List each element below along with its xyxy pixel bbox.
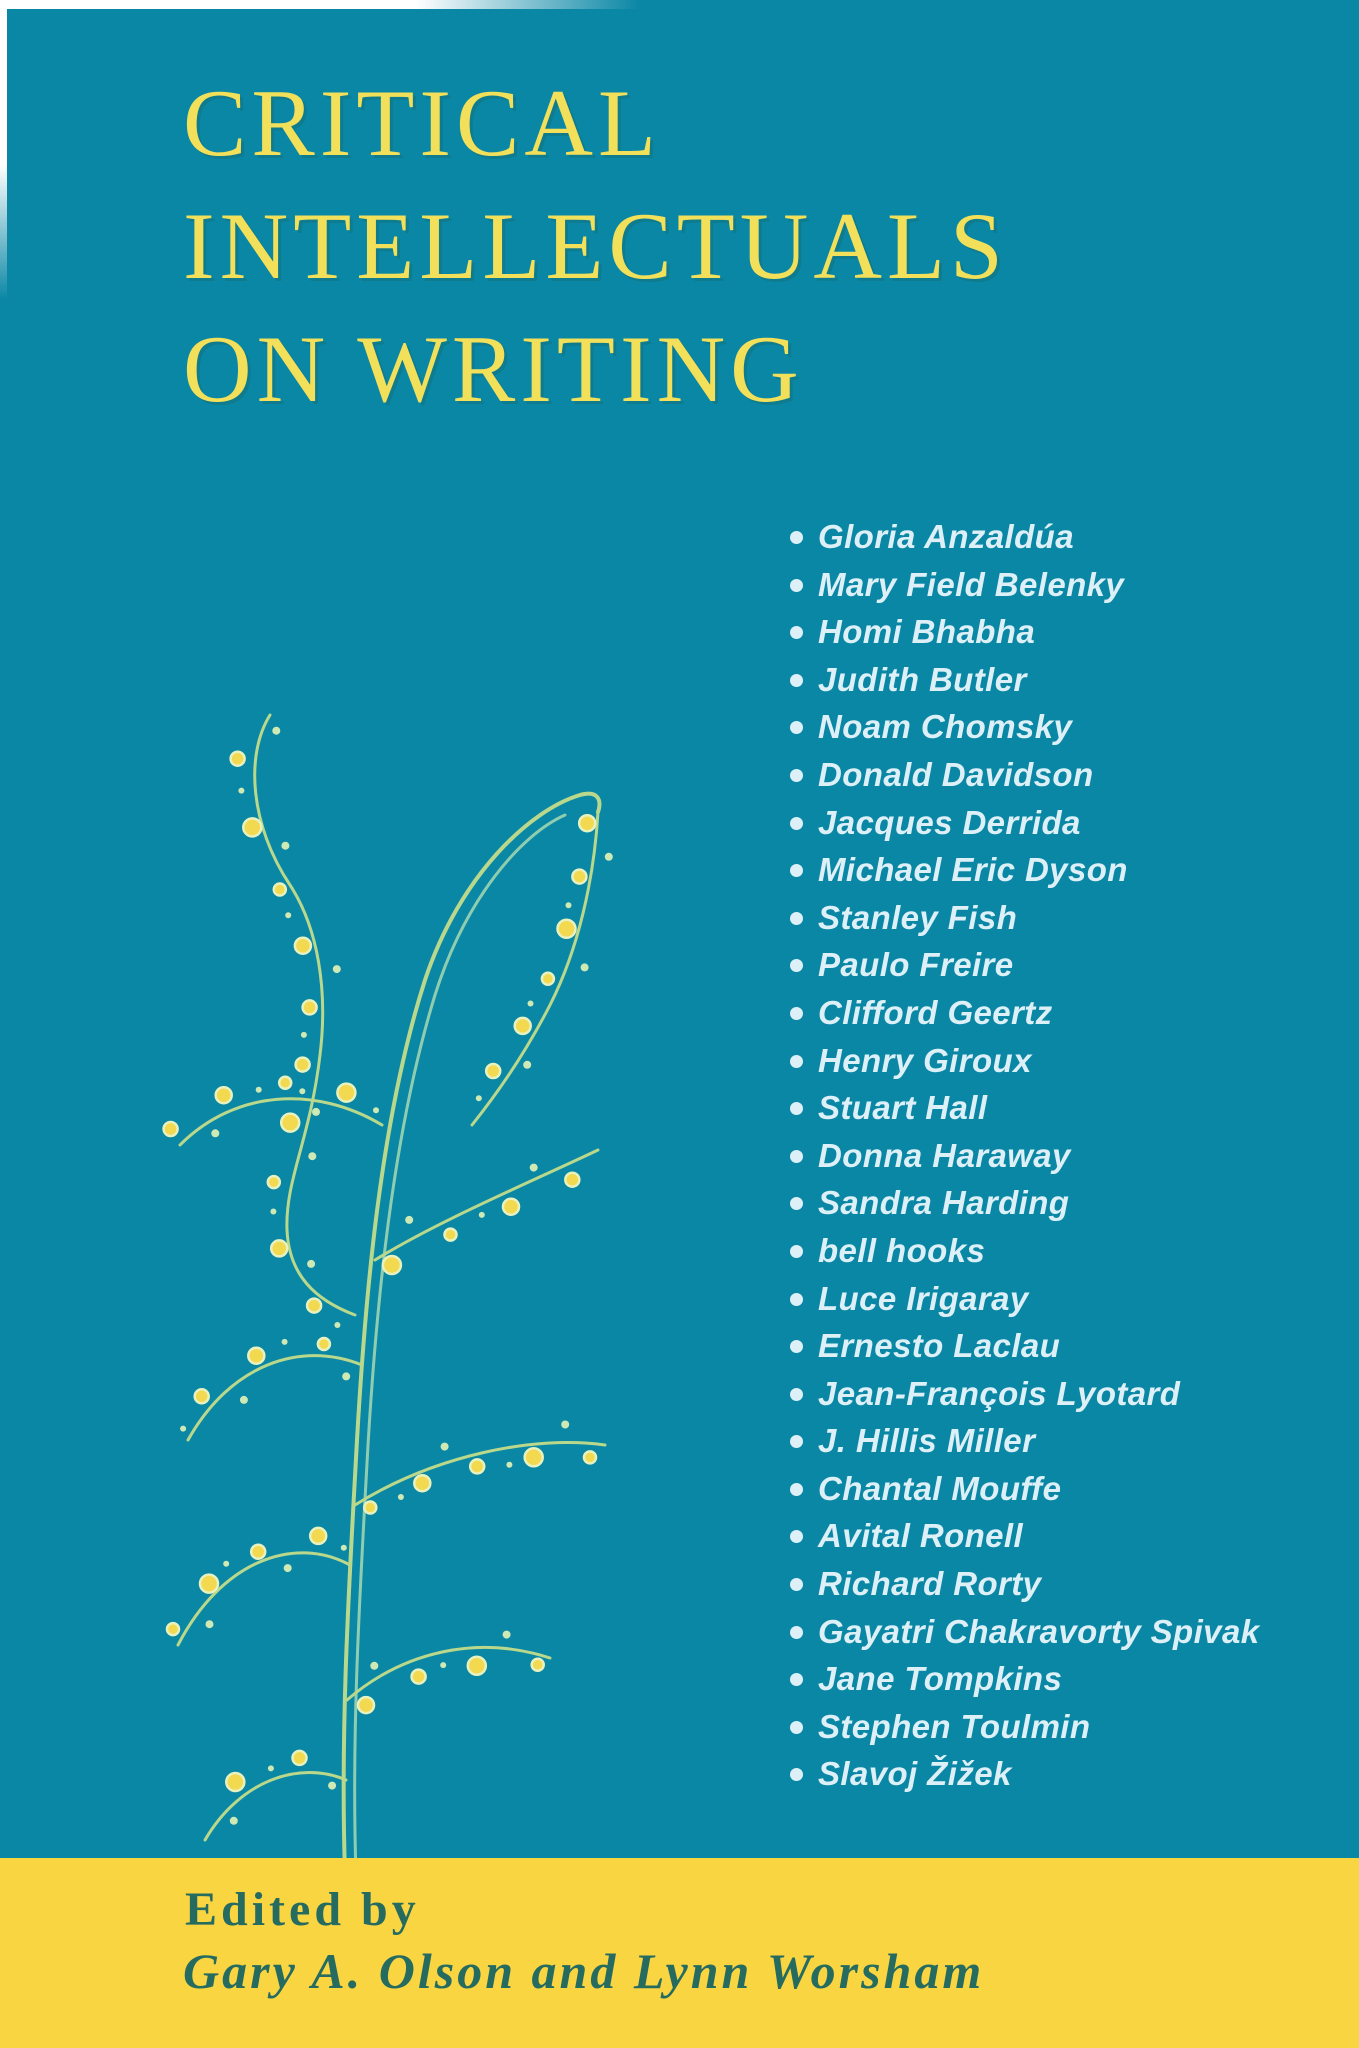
berry-dot bbox=[256, 1087, 262, 1093]
berry-dot bbox=[358, 1697, 374, 1713]
bullet-icon bbox=[790, 1578, 803, 1591]
contributor-name: Jane Tompkins bbox=[818, 1660, 1063, 1698]
berry-dot bbox=[530, 1164, 538, 1172]
berry-dot bbox=[307, 1299, 321, 1313]
contributor-name: J. Hillis Miller bbox=[818, 1422, 1036, 1460]
berry-dot bbox=[364, 1502, 376, 1514]
contributor-name: Jean-François Lyotard bbox=[818, 1374, 1181, 1412]
berry-dot bbox=[579, 815, 595, 831]
bullet-icon bbox=[790, 769, 803, 782]
berry-dot bbox=[282, 1339, 288, 1345]
list-item bbox=[790, 894, 1259, 942]
berry-dot bbox=[296, 1058, 310, 1072]
title-line-1: CRITICAL bbox=[183, 70, 662, 176]
bullet-icon bbox=[790, 1768, 803, 1781]
berry-dot bbox=[468, 1657, 486, 1675]
list-item bbox=[790, 846, 1259, 894]
berry-dot bbox=[503, 1199, 519, 1215]
berry-dot bbox=[405, 1216, 413, 1224]
bullet-icon bbox=[790, 721, 803, 734]
berry-dot bbox=[584, 1451, 596, 1463]
bullet-icon bbox=[790, 1293, 803, 1306]
berry-dot bbox=[312, 1108, 320, 1116]
list-item bbox=[790, 1512, 1259, 1560]
berry-dot bbox=[503, 1631, 511, 1639]
berry-dot bbox=[195, 1389, 209, 1403]
berry-dot bbox=[558, 920, 576, 938]
list-item bbox=[790, 1037, 1259, 1085]
berry-dot bbox=[328, 1782, 336, 1790]
list-item bbox=[790, 656, 1259, 704]
contributor-name: Luce Irigaray bbox=[818, 1279, 1029, 1317]
berry-dot bbox=[200, 1575, 218, 1593]
berry-dot bbox=[167, 1623, 179, 1635]
berry-dot bbox=[373, 1107, 379, 1113]
contributor-name: Michael Eric Dyson bbox=[818, 851, 1128, 889]
berry-dot bbox=[284, 1564, 292, 1572]
list-item bbox=[790, 561, 1259, 609]
title-line-2: INTELLECTUALS bbox=[183, 193, 1008, 299]
editors-names: Gary A. Olson and Lynn Worsham bbox=[183, 1943, 985, 1999]
contributor-name: Stanley Fish bbox=[818, 898, 1018, 936]
list-item bbox=[790, 989, 1259, 1037]
berry-dot bbox=[605, 853, 613, 861]
berry-dot bbox=[566, 902, 572, 908]
bullet-icon bbox=[790, 817, 803, 830]
contributor-name: Avital Ronell bbox=[818, 1517, 1024, 1555]
berry-dot bbox=[383, 1256, 401, 1274]
berry-dot bbox=[240, 1396, 248, 1404]
list-item bbox=[790, 1227, 1259, 1275]
list-item bbox=[790, 1417, 1259, 1465]
bullet-icon bbox=[790, 864, 803, 877]
berry-dot bbox=[523, 1061, 531, 1069]
bullet-icon bbox=[790, 1388, 803, 1401]
berry-dot bbox=[445, 1229, 457, 1241]
berry-dot bbox=[479, 1212, 485, 1218]
contributor-name: Gayatri Chakravorty Spivak bbox=[818, 1612, 1260, 1650]
list-item bbox=[790, 1608, 1259, 1656]
berry-dot bbox=[230, 1817, 238, 1825]
plant-illustration bbox=[150, 700, 670, 1875]
berry-dot bbox=[274, 884, 286, 896]
berry-dot bbox=[206, 1620, 214, 1628]
list-item bbox=[790, 1322, 1259, 1370]
list-item bbox=[790, 703, 1259, 751]
bullet-icon bbox=[790, 1150, 803, 1163]
bullet-icon bbox=[790, 1007, 803, 1020]
bullet-icon bbox=[790, 912, 803, 925]
contributor-name: Jacques Derrida bbox=[818, 803, 1081, 841]
bullet-icon bbox=[790, 626, 803, 639]
bullet-icon bbox=[790, 1673, 803, 1686]
berry-dot bbox=[301, 1032, 307, 1038]
list-item bbox=[790, 1703, 1259, 1751]
list-item bbox=[790, 1132, 1259, 1180]
berry-dot bbox=[271, 1240, 287, 1256]
bullet-icon bbox=[790, 1245, 803, 1258]
berry-dot bbox=[226, 1773, 244, 1791]
berry-dot bbox=[440, 1662, 446, 1668]
berry-dot bbox=[281, 1114, 299, 1132]
berry-dot bbox=[414, 1475, 430, 1491]
berry-dot bbox=[333, 965, 341, 973]
bullet-icon bbox=[790, 1435, 803, 1448]
contributor-name: Judith Butler bbox=[818, 660, 1027, 698]
berry-dot bbox=[308, 1152, 316, 1160]
list-item bbox=[790, 1370, 1259, 1418]
list-item bbox=[790, 1655, 1259, 1703]
bullet-icon bbox=[790, 1483, 803, 1496]
contributor-name: Richard Rorty bbox=[818, 1565, 1042, 1603]
list-item bbox=[790, 608, 1259, 656]
berry-dot bbox=[270, 1209, 276, 1215]
bullet-icon bbox=[790, 531, 803, 544]
berry-dot bbox=[398, 1494, 404, 1500]
berry-dot bbox=[318, 1338, 330, 1350]
berry-dot bbox=[268, 1176, 280, 1188]
berry-dot bbox=[565, 1173, 579, 1187]
contributor-name: Sandra Harding bbox=[818, 1184, 1070, 1222]
contributor-name: Donald Davidson bbox=[818, 755, 1094, 793]
contributor-name: Slavoj Žižek bbox=[818, 1755, 1012, 1793]
list-item bbox=[790, 1560, 1259, 1608]
berry-dot bbox=[272, 727, 280, 735]
berry-dot bbox=[370, 1662, 378, 1670]
berry-dot bbox=[412, 1670, 426, 1684]
berry-dot bbox=[223, 1561, 229, 1567]
berry-dot bbox=[303, 1000, 317, 1014]
berry-dot bbox=[441, 1443, 449, 1451]
berry-dot bbox=[525, 1448, 543, 1466]
berry-dot bbox=[307, 1260, 315, 1268]
list-item bbox=[790, 941, 1259, 989]
contributor-name: Donna Haraway bbox=[818, 1136, 1071, 1174]
berry-dot bbox=[506, 1462, 512, 1468]
berry-dot bbox=[248, 1348, 264, 1364]
bullet-icon bbox=[790, 959, 803, 972]
berry-dot bbox=[337, 1084, 355, 1102]
bullet-icon bbox=[790, 1530, 803, 1543]
bullet-icon bbox=[790, 1102, 803, 1115]
book-title bbox=[183, 62, 1008, 431]
bullet-icon bbox=[790, 1626, 803, 1639]
berry-dot bbox=[476, 1095, 482, 1101]
berry-dot bbox=[279, 1077, 291, 1089]
bullet-icon bbox=[790, 1055, 803, 1068]
list-item bbox=[790, 1084, 1259, 1132]
list-item bbox=[790, 799, 1259, 847]
berry-dot bbox=[334, 1322, 340, 1328]
title-line-3: ON WRITING bbox=[183, 316, 804, 422]
berry-dot bbox=[542, 973, 554, 985]
berry-dot bbox=[528, 1001, 534, 1007]
contributor-name: Mary Field Belenky bbox=[818, 565, 1125, 603]
contributor-name: Paulo Freire bbox=[818, 946, 1014, 984]
berry-dot bbox=[285, 912, 291, 918]
contributor-name: Chantal Mouffe bbox=[818, 1469, 1062, 1507]
berry-dot bbox=[231, 752, 245, 766]
bullet-icon bbox=[790, 1721, 803, 1734]
berry-dot bbox=[281, 842, 289, 850]
berry-dot bbox=[342, 1372, 350, 1380]
contributor-list bbox=[790, 513, 1259, 1798]
berry-dot bbox=[486, 1064, 500, 1078]
contributor-name: bell hooks bbox=[818, 1231, 986, 1269]
berry-dot bbox=[216, 1087, 232, 1103]
list-item bbox=[790, 751, 1259, 799]
berry-dot bbox=[341, 1545, 347, 1551]
berry-dot bbox=[251, 1545, 265, 1559]
scan-artifact-left bbox=[0, 0, 7, 300]
list-item bbox=[790, 1750, 1259, 1798]
berry-dot bbox=[515, 1018, 531, 1034]
berry-dot bbox=[532, 1659, 544, 1671]
bullet-icon bbox=[790, 1197, 803, 1210]
berry-dot bbox=[243, 818, 261, 836]
berry-dot bbox=[572, 870, 586, 884]
contributor-name: Noam Chomsky bbox=[818, 708, 1073, 746]
edited-by-label: Edited by bbox=[185, 1883, 420, 1936]
contributor-name: Ernesto Laclau bbox=[818, 1327, 1061, 1365]
list-item bbox=[790, 1465, 1259, 1513]
berry-dot bbox=[561, 1421, 569, 1429]
contributor-name: Stuart Hall bbox=[818, 1089, 988, 1127]
contributor-name: Homi Bhabha bbox=[818, 613, 1036, 651]
list-item bbox=[790, 513, 1259, 561]
berry-dot bbox=[310, 1528, 326, 1544]
berry-dot bbox=[299, 1088, 305, 1094]
bullet-icon bbox=[790, 674, 803, 687]
list-item bbox=[790, 1275, 1259, 1323]
bullet-icon bbox=[790, 579, 803, 592]
berry-dot bbox=[180, 1426, 186, 1432]
berry-dot bbox=[164, 1122, 178, 1136]
contributor-name: Gloria Anzaldúa bbox=[818, 518, 1074, 555]
berry-dot bbox=[470, 1459, 484, 1473]
list-item bbox=[790, 1179, 1259, 1227]
contributor-name: Henry Giroux bbox=[818, 1041, 1032, 1079]
contributor-name: Clifford Geertz bbox=[818, 993, 1053, 1031]
contributor-name: Stephen Toulmin bbox=[818, 1707, 1091, 1745]
bullet-icon bbox=[790, 1340, 803, 1353]
berry-dot bbox=[295, 938, 311, 954]
berry-dot bbox=[211, 1129, 219, 1137]
berry-dot bbox=[293, 1751, 307, 1765]
berry-dot bbox=[238, 788, 244, 794]
berry-dot bbox=[268, 1765, 274, 1771]
berry-dot bbox=[581, 963, 589, 971]
scan-artifact-top bbox=[0, 0, 640, 9]
